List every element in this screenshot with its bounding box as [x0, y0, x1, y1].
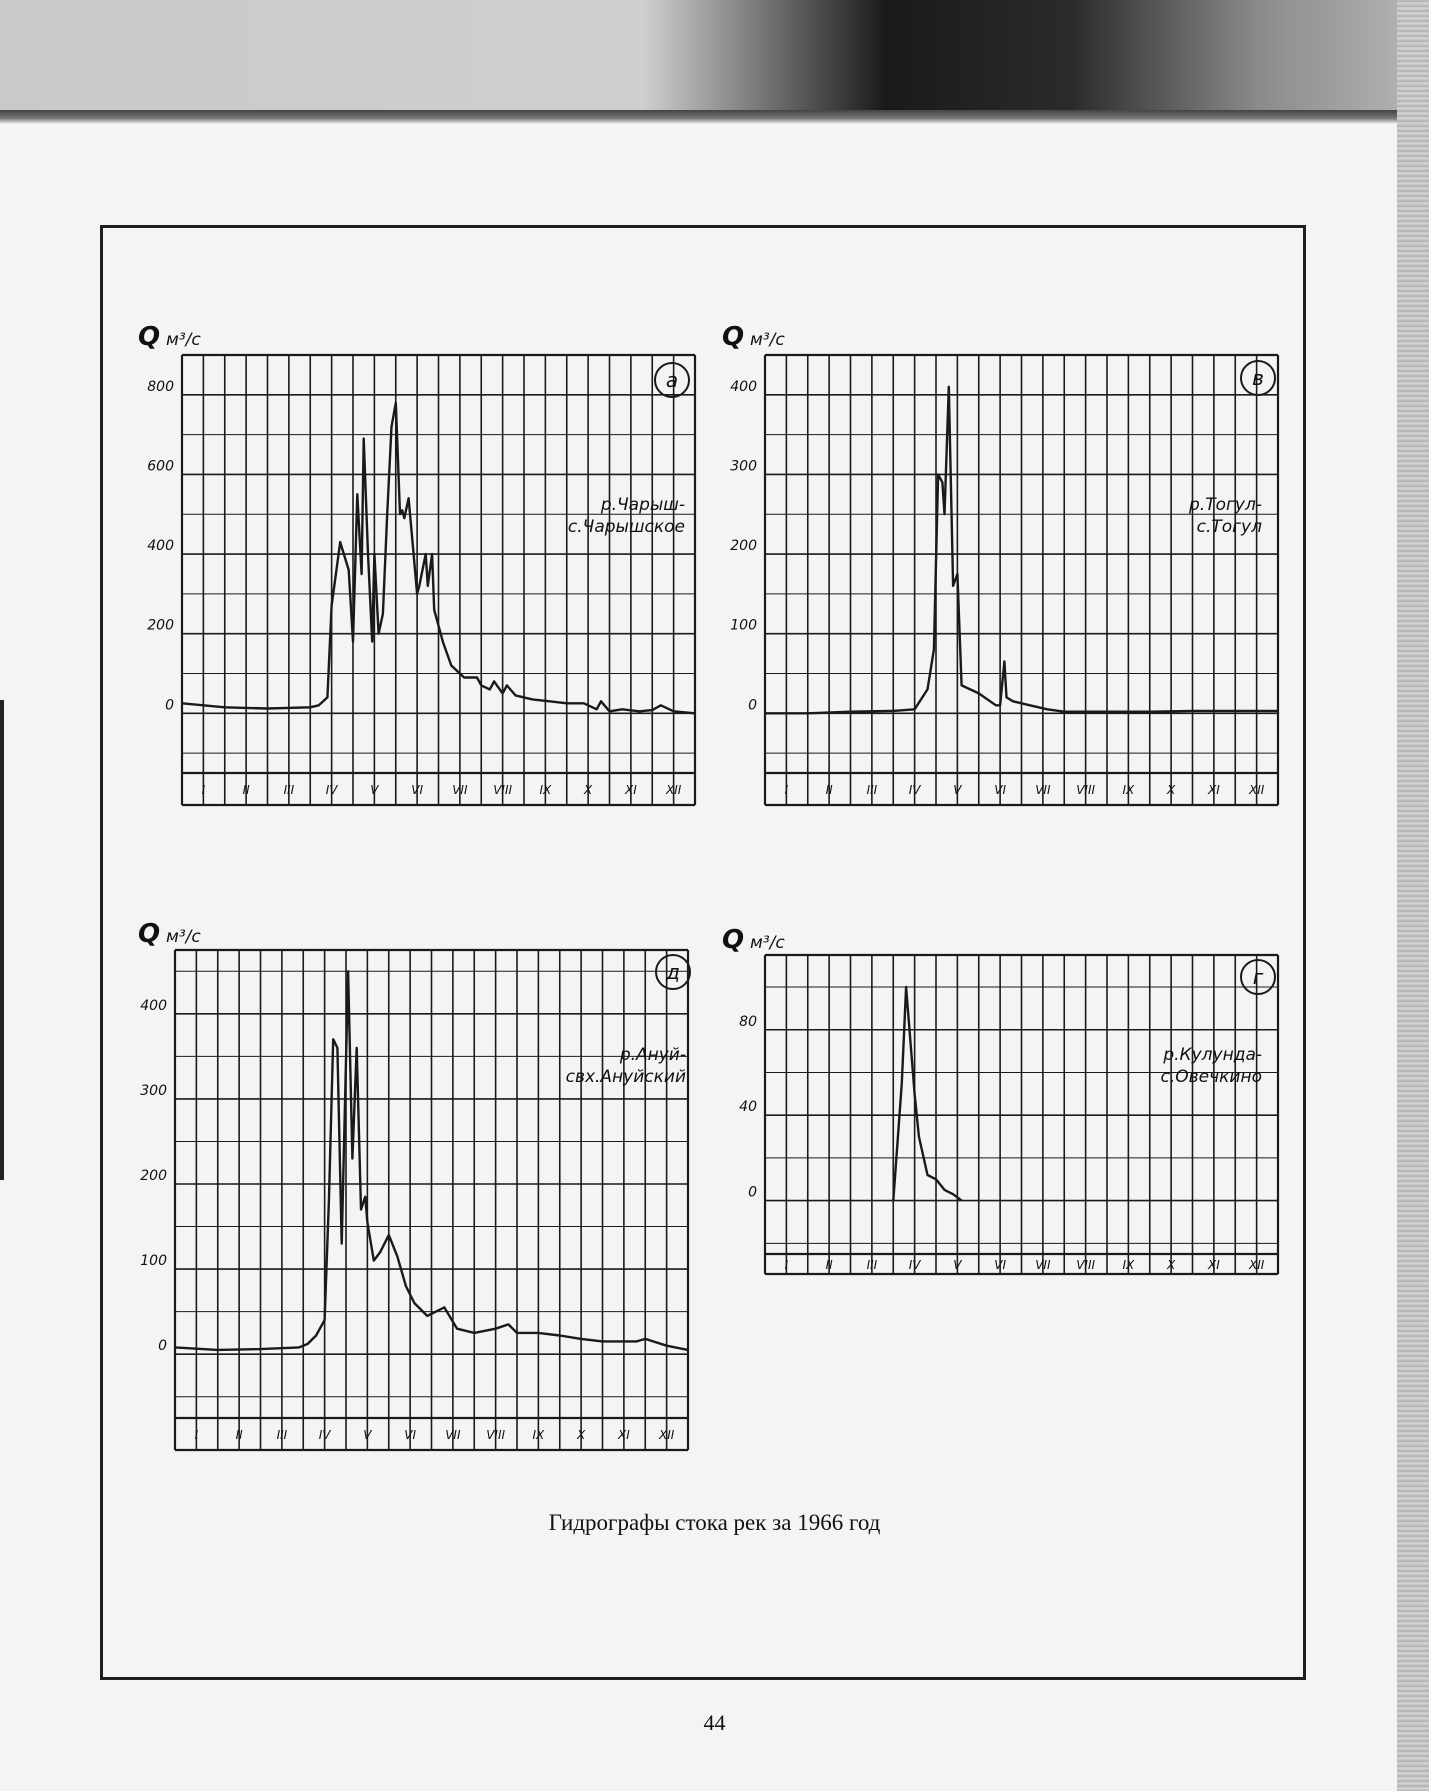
y-tick-label: 0: [748, 697, 757, 714]
panel-letter: в: [1252, 366, 1264, 390]
month-tick-label: III: [276, 1428, 288, 1442]
y-tick-label: 400: [147, 538, 174, 555]
month-tick-label: V: [953, 1258, 962, 1272]
month-tick-label: II: [825, 1258, 833, 1272]
y-tick-label: 200: [730, 538, 757, 555]
month-tick-label: VIII: [493, 783, 513, 797]
hydrograph-panel-1: [138, 322, 695, 805]
month-tick-label: IX: [532, 1428, 545, 1442]
hydrograph-panel-3: [138, 919, 690, 1450]
y-tick-label: 300: [730, 458, 757, 475]
hydrograph-panel-2: [722, 322, 1278, 805]
month-tick-label: X: [1167, 1258, 1176, 1272]
page-number: 44: [703, 1710, 726, 1735]
y-tick-label: 800: [147, 378, 174, 395]
y-axis-unit: м³/с: [166, 927, 201, 947]
discharge-series-line: [893, 987, 961, 1201]
month-tick-label: VI: [411, 783, 423, 797]
month-tick-label: IV: [318, 1428, 331, 1442]
month-tick-label: X: [577, 1428, 586, 1442]
month-tick-label: XI: [1207, 1258, 1220, 1272]
y-axis-symbol: Q: [138, 322, 161, 352]
month-tick-label: I: [784, 1258, 789, 1272]
month-tick-label: IV: [908, 1258, 921, 1272]
y-tick-label: 100: [730, 617, 757, 634]
y-axis-unit: м³/с: [166, 330, 201, 350]
panel-letter: г: [1252, 965, 1264, 989]
month-tick-label: XI: [624, 783, 637, 797]
station-name-line2: свх.Ануйский: [565, 1067, 686, 1087]
month-tick-label: X: [584, 783, 593, 797]
y-tick-label: 0: [748, 1184, 757, 1201]
station-name-line2: с.Чарышское: [567, 517, 685, 537]
y-tick-label: 200: [140, 1168, 167, 1184]
month-tick-label: X: [1167, 783, 1176, 797]
month-tick-label: VIII: [1076, 1258, 1096, 1272]
month-tick-label: IX: [1122, 783, 1135, 797]
month-tick-label: XII: [665, 783, 682, 797]
month-tick-label: II: [235, 1428, 243, 1442]
month-tick-label: VII: [445, 1428, 461, 1442]
month-tick-label: XII: [1248, 783, 1265, 797]
hydrograph-panel-4: [722, 925, 1278, 1274]
y-tick-label: 600: [147, 458, 174, 475]
month-tick-label: XI: [1207, 783, 1220, 797]
month-tick-label: VII: [1035, 783, 1051, 797]
month-tick-label: VI: [994, 1258, 1006, 1272]
y-tick-label: 400: [730, 378, 757, 395]
month-tick-label: II: [825, 783, 833, 797]
station-name-line1: р.Кулунда-: [1163, 1045, 1262, 1065]
y-tick-label: 80: [739, 1013, 757, 1030]
station-name-line1: р.Ануй-: [619, 1045, 686, 1065]
y-tick-label: 200: [147, 617, 174, 634]
y-axis-unit: м³/с: [750, 933, 785, 953]
month-tick-label: VII: [452, 783, 468, 797]
y-tick-label: 100: [140, 1253, 167, 1270]
month-tick-label: V: [953, 783, 962, 797]
month-tick-label: V: [363, 1428, 372, 1442]
station-name-line2: с.Овечкино: [1160, 1067, 1262, 1087]
month-tick-label: IV: [325, 783, 338, 797]
month-tick-label: VI: [994, 783, 1006, 797]
month-tick-label: IX: [539, 783, 552, 797]
month-tick-label: XII: [658, 1428, 675, 1442]
y-tick-label: 0: [165, 697, 174, 714]
month-tick-label: VI: [404, 1428, 416, 1442]
y-axis-symbol: Q: [722, 322, 745, 352]
month-tick-label: IX: [1122, 1258, 1135, 1272]
y-tick-label: 0: [158, 1338, 167, 1355]
month-tick-label: III: [866, 783, 878, 797]
month-tick-label: I: [784, 783, 789, 797]
y-axis-symbol: Q: [722, 925, 745, 955]
y-axis-symbol: Q: [138, 919, 161, 949]
month-tick-label: V: [370, 783, 379, 797]
y-axis-unit: м³/с: [750, 330, 785, 350]
panel-letter: д: [666, 960, 680, 984]
panel-letter: а: [665, 368, 679, 392]
station-name-line2: с.Тогул: [1196, 517, 1262, 537]
month-tick-label: I: [194, 1428, 199, 1442]
y-tick-label: 300: [140, 1082, 167, 1099]
month-tick-label: III: [283, 783, 295, 797]
y-tick-label: 400: [140, 997, 167, 1014]
month-tick-label: VIII: [486, 1428, 506, 1442]
month-tick-label: III: [866, 1258, 878, 1272]
figure-caption: Гидрографы стока рек за 1966 год: [548, 1510, 881, 1535]
station-name-line1: р.Тогул-: [1189, 495, 1262, 515]
month-tick-label: IV: [908, 783, 921, 797]
station-name-line1: р.Чарыш-: [600, 495, 685, 515]
month-tick-label: XI: [617, 1428, 630, 1442]
month-tick-label: I: [201, 783, 206, 797]
month-tick-label: VII: [1035, 1258, 1051, 1272]
month-tick-label: VIII: [1076, 783, 1096, 797]
y-tick-label: 40: [739, 1099, 757, 1116]
month-tick-label: II: [242, 783, 250, 797]
month-tick-label: XII: [1248, 1258, 1265, 1272]
